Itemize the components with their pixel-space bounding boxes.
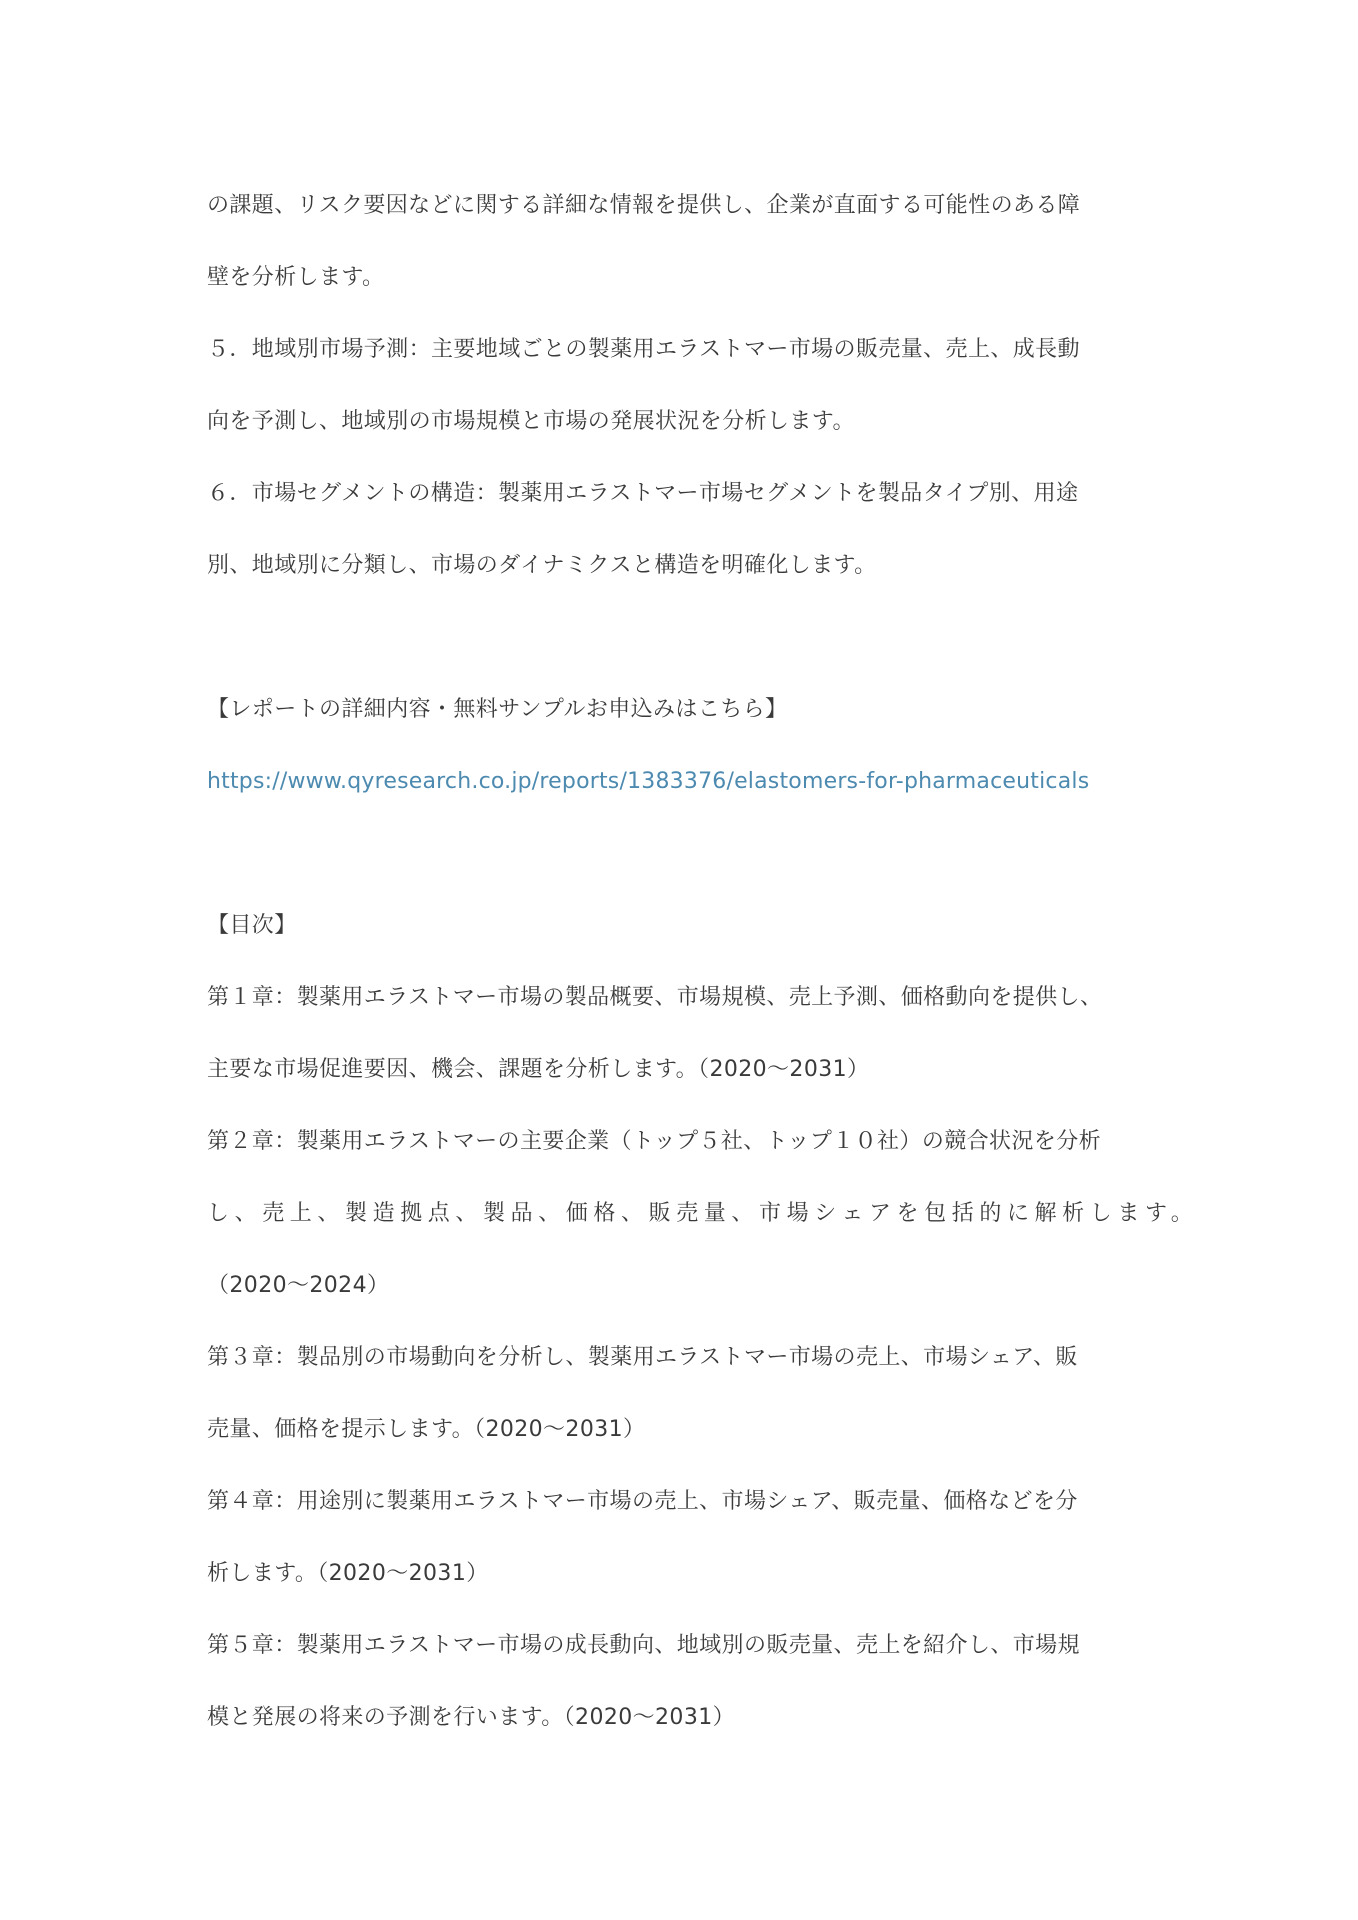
- spacer: [207, 818, 1167, 890]
- paragraph-line: の課題、リスク要因などに関する詳細な情報を提供し、企業が直面する可能性のある障: [207, 193, 1081, 218]
- report-link-heading: 【レポートの詳細内容・無料サンプルお申込みはこちら】: [207, 697, 788, 722]
- report-link-line: [207, 746, 1167, 818]
- toc-heading: 【目次】: [207, 913, 297, 938]
- toc-line: 模と発展の将来の予測を行います。（2020～2031）: [207, 1705, 736, 1730]
- toc-line: 第４章：用途別に製薬用エラストマー市場の売上、市場シェア、販売量、価格などを分: [207, 1489, 1078, 1514]
- toc-line: 主要な市場促進要因、機会、課題を分析します。（2020～2031）: [207, 1057, 870, 1082]
- toc-line: 第１章：製薬用エラストマー市場の製品概要、市場規模、売上予測、価格動向を提供し、: [207, 985, 1103, 1010]
- toc-line: 第２章：製薬用エラストマーの主要企業（トップ５社、トップ１０社）の競合状況を分析: [207, 1129, 1102, 1154]
- toc-line: 第３章：製品別の市場動向を分析し、製薬用エラストマー市場の売上、市場シェア、販: [207, 1345, 1078, 1370]
- toc-line: （2020～2024）: [207, 1273, 390, 1298]
- toc-line: 売量、価格を提示します。（2020～2031）: [207, 1417, 646, 1442]
- document-body: [207, 170, 1199, 1754]
- toc-line: し、売上、製造拠点、製品、価格、販売量、市場シェアを包括的に解析します。: [207, 1201, 1199, 1226]
- paragraph-line: 壁を分析します。: [207, 265, 385, 290]
- spacer: [207, 602, 1167, 674]
- paragraph-line: 別、地域別に分類し、市場のダイナミクスと構造を明確化します。: [207, 553, 877, 578]
- toc-line: 第５章：製薬用エラストマー市場の成長動向、地域別の販売量、売上を紹介し、市場規: [207, 1633, 1080, 1658]
- toc-line: 析します。（2020～2031）: [207, 1561, 489, 1586]
- paragraph-line: ６．市場セグメントの構造：製薬用エラストマー市場セグメントを製品タイプ別、用途: [207, 481, 1079, 506]
- paragraph-line: ５．地域別市場予測：主要地域ごとの製薬用エラストマー市場の販売量、売上、成長動: [207, 337, 1080, 362]
- paragraph-line: 向を予測し、地域別の市場規模と市場の発展状況を分析します。: [207, 409, 855, 434]
- report-url-link[interactable]: https://www.qyresearch.co.jp/reports/1383376/elastomers-for-pharmaceuticals: [207, 769, 1090, 794]
